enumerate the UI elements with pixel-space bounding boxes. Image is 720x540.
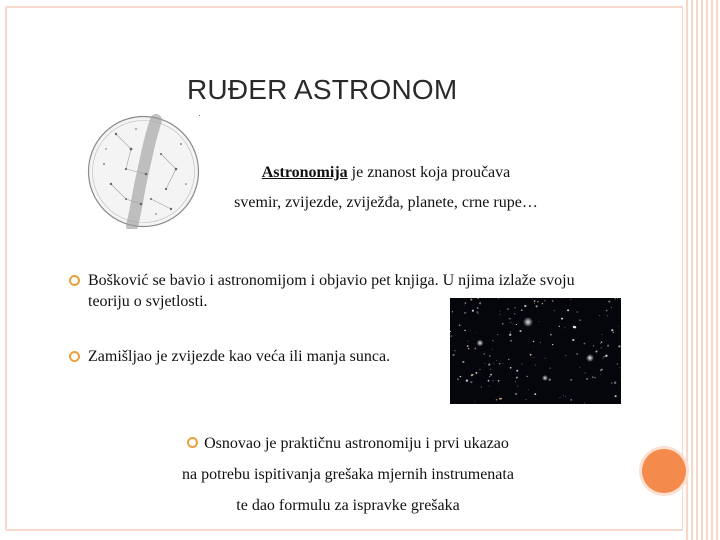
final-bullet-line-3: te dao formulu za ispravke grešaka bbox=[236, 497, 460, 514]
galaxy-star bbox=[537, 301, 538, 302]
galaxy-star bbox=[492, 340, 494, 342]
galaxy-star bbox=[545, 358, 546, 359]
galaxy-star bbox=[509, 318, 510, 319]
galaxy-star bbox=[593, 345, 594, 346]
galaxy-star bbox=[496, 360, 497, 361]
decorative-side-stripes bbox=[683, 0, 720, 540]
galaxy-star bbox=[472, 374, 474, 376]
galaxy-star bbox=[460, 376, 461, 377]
galaxy-star bbox=[605, 355, 607, 357]
galaxy-star bbox=[500, 311, 501, 312]
galaxy-star bbox=[519, 330, 521, 332]
galaxy-star bbox=[470, 381, 472, 383]
galaxy-star bbox=[542, 303, 543, 304]
galaxy-star bbox=[530, 354, 532, 356]
galaxy-star bbox=[492, 380, 493, 381]
galaxy-star bbox=[603, 356, 605, 358]
galaxy-star bbox=[475, 372, 477, 374]
galaxy-star bbox=[453, 354, 455, 356]
galaxy-star bbox=[534, 300, 536, 302]
intro-line-1-rest: je znanost koja proučava bbox=[347, 164, 511, 181]
galaxy-star bbox=[594, 377, 596, 379]
galaxy-star bbox=[618, 345, 620, 347]
galaxy-star bbox=[484, 353, 485, 354]
bullet-text: Zamišljao je zvijezde kao veća ili manja sunca. bbox=[88, 348, 391, 365]
final-bullet-text-1: Osnovao je praktičnu astronomiju i prvi ukazao bbox=[204, 435, 509, 452]
galaxy-photo-image bbox=[450, 298, 621, 404]
intro-term: Astronomija bbox=[261, 164, 348, 181]
galaxy-star bbox=[533, 341, 534, 342]
galaxy-star bbox=[560, 397, 561, 398]
final-bullet bbox=[158, 428, 538, 521]
galaxy-star bbox=[583, 343, 585, 345]
galaxy-star bbox=[479, 369, 480, 370]
galaxy-star bbox=[490, 374, 492, 376]
galaxy-star bbox=[607, 345, 609, 347]
galaxy-star bbox=[562, 298, 563, 299]
galaxy-star bbox=[579, 319, 580, 320]
galaxy-star bbox=[498, 380, 500, 382]
galaxy-star bbox=[539, 321, 540, 322]
galaxy-star bbox=[614, 382, 616, 384]
galaxy-star bbox=[577, 311, 578, 312]
galaxy-star bbox=[466, 312, 467, 313]
galaxy-star bbox=[515, 393, 517, 395]
galaxy-star bbox=[615, 395, 617, 397]
galaxy-star bbox=[595, 350, 597, 352]
galaxy-star bbox=[468, 348, 469, 349]
bullet-text: Bošković se bavio i astronomijom i objavio pet knjiga. U njima izlaže svoju teoriju o svjetlosti. bbox=[88, 272, 575, 310]
galaxy-star bbox=[565, 396, 566, 397]
galaxy-star bbox=[601, 334, 602, 335]
galaxy-star bbox=[489, 355, 490, 356]
galaxy-star bbox=[601, 341, 603, 343]
galaxy-star bbox=[611, 307, 612, 308]
galaxy-star bbox=[477, 307, 479, 309]
galaxy-star bbox=[484, 363, 485, 364]
galaxy-star bbox=[467, 345, 469, 347]
galaxy-star bbox=[521, 309, 523, 311]
galaxy-star bbox=[570, 399, 572, 401]
slide-title: RUĐER ASTRONOM bbox=[187, 74, 458, 105]
galaxy-star bbox=[509, 334, 511, 336]
galaxy-star bbox=[534, 393, 536, 395]
galaxy-star bbox=[516, 370, 518, 372]
galaxy-star bbox=[478, 313, 479, 314]
intro-line-2: svemir, zvijezde, zviježđa, planete, crne rupe… bbox=[234, 194, 538, 211]
galaxy-star bbox=[472, 310, 474, 312]
galaxy-star bbox=[564, 327, 565, 328]
galaxy-star bbox=[488, 364, 490, 366]
galaxy-star bbox=[507, 308, 509, 310]
galaxy-star bbox=[496, 399, 497, 400]
galaxy-star bbox=[502, 323, 504, 325]
intro-paragraph bbox=[196, 158, 576, 218]
galaxy-star bbox=[510, 367, 512, 369]
galaxy-star bbox=[493, 363, 494, 364]
galaxy-star bbox=[503, 363, 504, 364]
galaxy-star bbox=[600, 369, 602, 371]
galaxy-star bbox=[608, 301, 610, 303]
galaxy-star bbox=[515, 381, 516, 382]
galaxy-star bbox=[552, 300, 554, 302]
galaxy-star bbox=[601, 374, 602, 375]
galaxy-star bbox=[470, 299, 472, 301]
galaxy-star bbox=[475, 401, 476, 402]
galaxy-star bbox=[481, 386, 482, 387]
galaxy-star bbox=[524, 305, 526, 307]
galaxy-star bbox=[570, 299, 571, 300]
galaxy-star bbox=[466, 379, 468, 381]
galaxy-star bbox=[489, 386, 490, 387]
galaxy-star bbox=[619, 367, 620, 368]
galaxy-star bbox=[488, 380, 490, 382]
galaxy-star bbox=[499, 363, 501, 365]
galaxy-star bbox=[514, 313, 515, 314]
galaxy-star bbox=[559, 326, 560, 327]
galaxy-star bbox=[611, 329, 613, 331]
ring-bullet-icon bbox=[187, 437, 198, 448]
galaxy-star bbox=[614, 298, 615, 299]
final-bullet-line-1 bbox=[158, 428, 538, 459]
galaxy-star bbox=[592, 376, 594, 378]
galaxy-star bbox=[600, 343, 601, 344]
star-chart-image bbox=[86, 114, 201, 229]
galaxy-star bbox=[510, 322, 511, 323]
galaxy-star bbox=[607, 315, 608, 316]
galaxy-star bbox=[579, 367, 580, 368]
galaxy-star bbox=[567, 309, 569, 311]
galaxy-star bbox=[475, 348, 477, 350]
galaxy-star bbox=[573, 326, 575, 328]
galaxy-star bbox=[603, 358, 604, 359]
galaxy-star bbox=[549, 379, 551, 381]
galaxy-star bbox=[516, 324, 517, 325]
galaxy-star bbox=[606, 309, 608, 311]
galaxy-star bbox=[462, 361, 464, 363]
galaxy-star bbox=[467, 340, 468, 341]
galaxy-star bbox=[450, 335, 452, 337]
galaxy-star bbox=[611, 382, 612, 383]
galaxy-star bbox=[544, 300, 545, 301]
galaxy-star bbox=[464, 305, 465, 306]
galaxy-star bbox=[479, 302, 481, 304]
galaxy-star bbox=[613, 332, 614, 333]
final-bullet-line-2: na potrebu ispitivanja grešaka mjernih instrumenata bbox=[182, 466, 514, 483]
galaxy-star bbox=[464, 312, 465, 313]
galaxy-star bbox=[452, 311, 453, 312]
galaxy-star bbox=[459, 324, 461, 326]
galaxy-star bbox=[517, 386, 518, 387]
galaxy-star bbox=[584, 403, 585, 404]
decorative-orange-circle bbox=[642, 449, 686, 493]
galaxy-star bbox=[576, 353, 578, 355]
galaxy-star bbox=[475, 333, 476, 334]
galaxy-star bbox=[617, 298, 618, 299]
galaxy-star bbox=[565, 355, 566, 356]
galaxy-star bbox=[534, 357, 535, 358]
galaxy-star bbox=[533, 346, 534, 347]
galaxy-star bbox=[527, 376, 528, 377]
galaxy-star bbox=[570, 379, 572, 381]
galaxy-star bbox=[514, 307, 516, 309]
galaxy-star bbox=[617, 363, 618, 364]
galaxy-star bbox=[516, 377, 518, 379]
galaxy-star bbox=[490, 369, 491, 370]
galaxy-star bbox=[535, 365, 536, 366]
galaxy-star bbox=[457, 379, 458, 380]
galaxy-star bbox=[489, 376, 490, 377]
galaxy-star bbox=[454, 350, 455, 351]
ring-bullet-icon bbox=[69, 351, 80, 362]
galaxy-star bbox=[585, 372, 586, 373]
galaxy-star bbox=[508, 359, 509, 360]
ring-bullet-icon bbox=[69, 275, 80, 286]
galaxy-star bbox=[601, 347, 602, 348]
galaxy-star bbox=[528, 389, 529, 390]
galaxy-star bbox=[476, 311, 478, 313]
galaxy-star bbox=[561, 318, 563, 320]
galaxy-star bbox=[522, 363, 523, 364]
galaxy-star bbox=[510, 340, 512, 342]
galaxy-star bbox=[552, 344, 553, 345]
galaxy-star bbox=[499, 398, 501, 400]
galaxy-star bbox=[499, 314, 500, 315]
galaxy-star bbox=[492, 349, 493, 350]
galaxy-star bbox=[586, 378, 588, 380]
galaxy-star bbox=[465, 302, 466, 303]
intro-line-1 bbox=[196, 158, 576, 188]
galaxy-star bbox=[563, 395, 564, 396]
galaxy-star bbox=[599, 315, 600, 316]
galaxy-star bbox=[554, 310, 555, 311]
galaxy-star bbox=[536, 305, 538, 307]
galaxy-star bbox=[540, 342, 541, 343]
galaxy-star bbox=[526, 399, 527, 400]
galaxy-star bbox=[550, 367, 551, 368]
galaxy-star bbox=[497, 334, 498, 335]
galaxy-star bbox=[534, 303, 535, 304]
galaxy-star bbox=[572, 339, 574, 341]
galaxy-star bbox=[618, 326, 619, 327]
bullet-item bbox=[88, 346, 448, 367]
galaxy-star bbox=[550, 334, 552, 336]
galaxy-star bbox=[464, 330, 465, 331]
galaxy-star bbox=[510, 332, 511, 333]
